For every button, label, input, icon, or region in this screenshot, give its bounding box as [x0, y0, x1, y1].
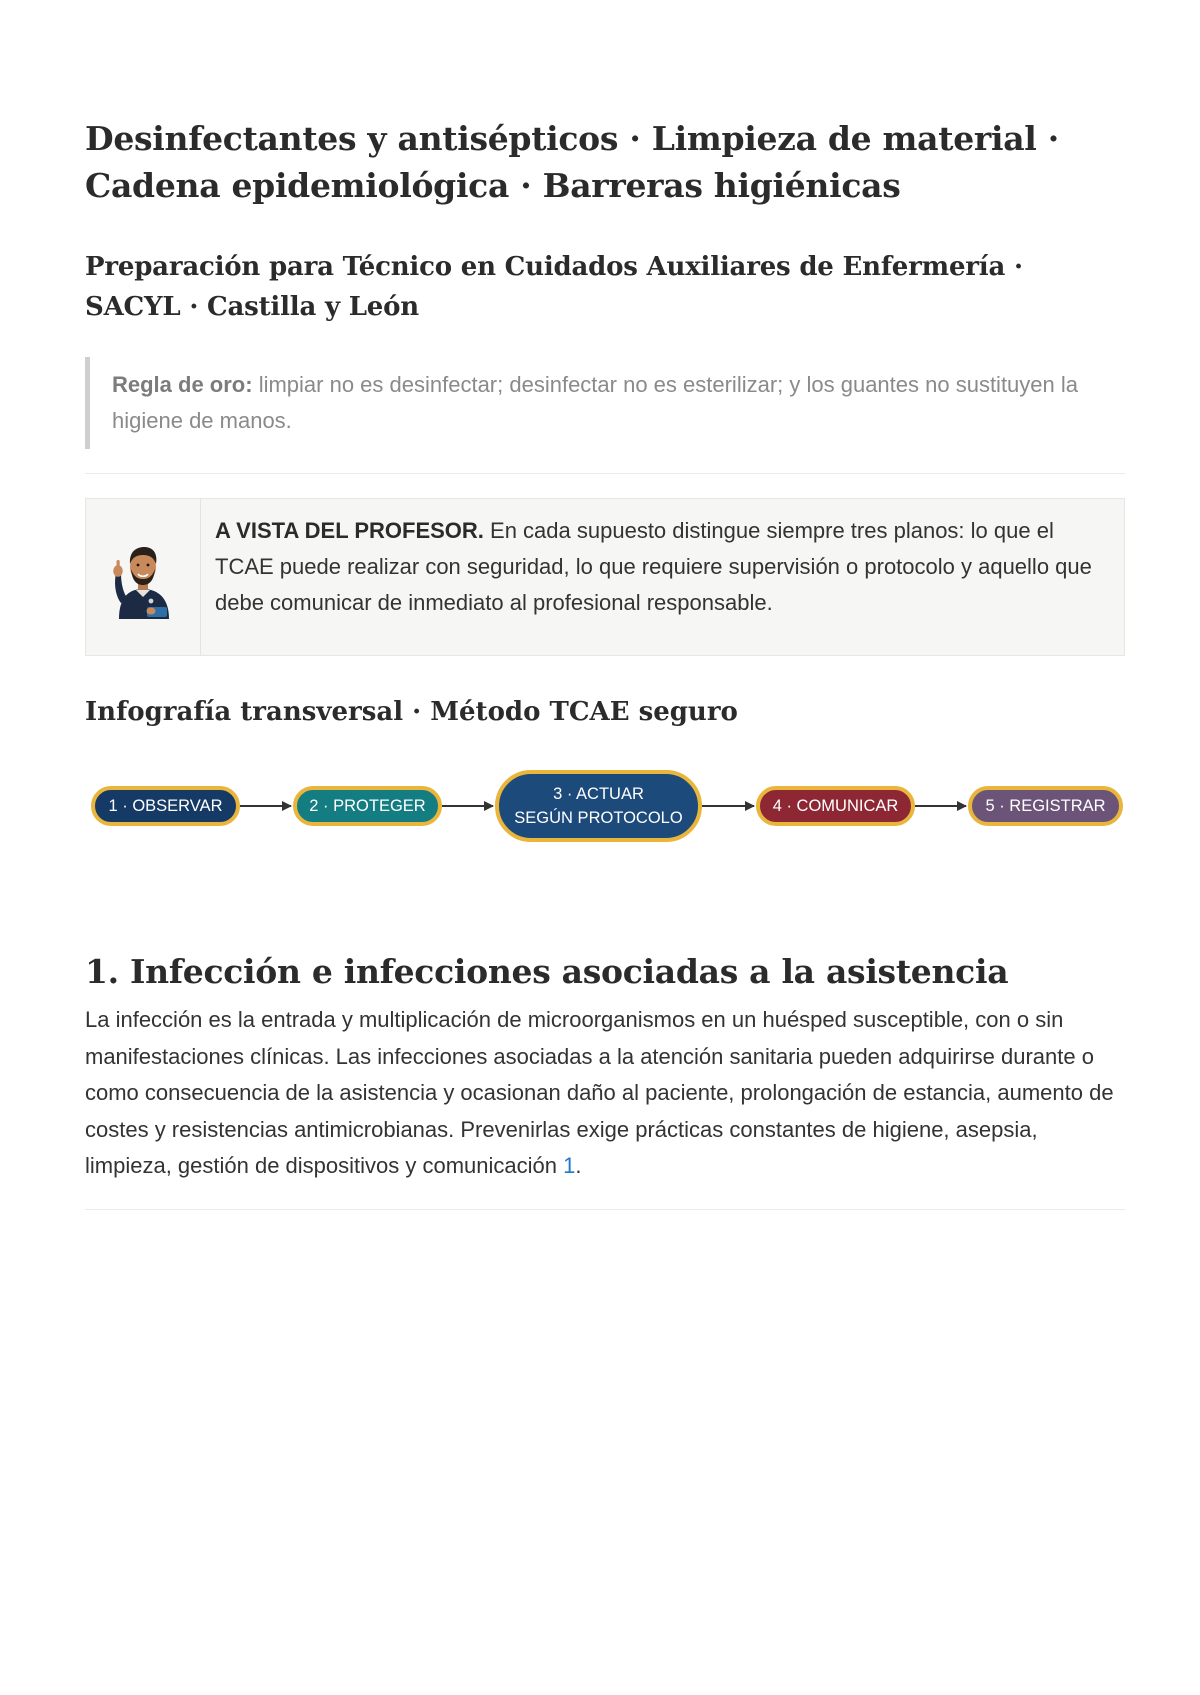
professor-tip-text — [201, 499, 1124, 655]
flow-step-label: 5 · REGISTRAR — [985, 797, 1106, 815]
infographic-title: Infografía transversal · Método TCAE seguro — [85, 697, 738, 727]
flow-step-actuar — [495, 770, 702, 842]
flow-step-comunicar — [756, 786, 915, 826]
golden-rule-text: limpiar no es desinfectar; desinfectar no es esterilizar; y los guantes no sustituyen la higiene de manos. — [112, 372, 1078, 433]
golden-rule-label: Regla de oro: — [112, 372, 253, 397]
section-1-body — [85, 1002, 1125, 1185]
section-1-end: . — [575, 1153, 582, 1178]
flow-step-observar — [91, 786, 240, 826]
flow-step-registrar — [968, 786, 1123, 826]
document-page — [85, 115, 1125, 1234]
flow-step-proteger — [293, 786, 442, 826]
divider — [85, 1209, 1125, 1210]
flow-step-label: 1 · OBSERVAR — [108, 797, 223, 815]
section-1-title: 1. Infección e infecciones asociadas a la asistencia — [85, 952, 1009, 991]
flow-step-label: 4 · COMUNICAR — [772, 797, 899, 815]
golden-rule-quote — [85, 357, 1125, 449]
flow-step-label-line2: SEGÚN PROTOCOLO — [514, 809, 683, 827]
page-subtitle: Preparación para Técnico en Cuidados Auxiliares de Enfermería · SACYL · Castilla y León — [85, 252, 1023, 322]
divider — [85, 473, 1125, 474]
professor-tip-label: A VISTA DEL PROFESOR. — [215, 518, 484, 543]
flow-step-label: 3 · ACTUAR — [553, 785, 644, 803]
professor-callout — [85, 498, 1125, 656]
page-title: Desinfectantes y antisépticos · Limpieza de material · Cadena epidemiológica · Barreras higiénicas — [85, 119, 1059, 205]
reference-link-1[interactable]: 1 — [563, 1153, 576, 1178]
method-flow-diagram — [85, 770, 1125, 842]
professor-avatar — [107, 533, 179, 621]
section-1-text: La infección es la entrada y multiplicación de microorganismos en un huésped susceptible, con o sin manifestaciones clínicas. Las infecciones asociadas a la atención sanitaria pueden adquirirse durante o como consecuencia de la asistencia y ocasionan daño al paciente, prolongación de estancia, aumento de costes y resistencias antimicrobianas. Prevenirlas exige prácticas constantes de higiene, asepsia, limpieza, gestión de dispositivos y comunicación — [85, 1007, 1114, 1178]
professor-tip-body: En cada supuesto distingue siempre tres planos: lo que el TCAE puede realizar con seguridad, lo que requiere supervisión o protocolo y aquello que debe comunicar de inmediato al profesional responsable. — [215, 518, 1092, 615]
professor-avatar-cell — [86, 499, 201, 655]
flow-step-label: 2 · PROTEGER — [309, 797, 426, 815]
